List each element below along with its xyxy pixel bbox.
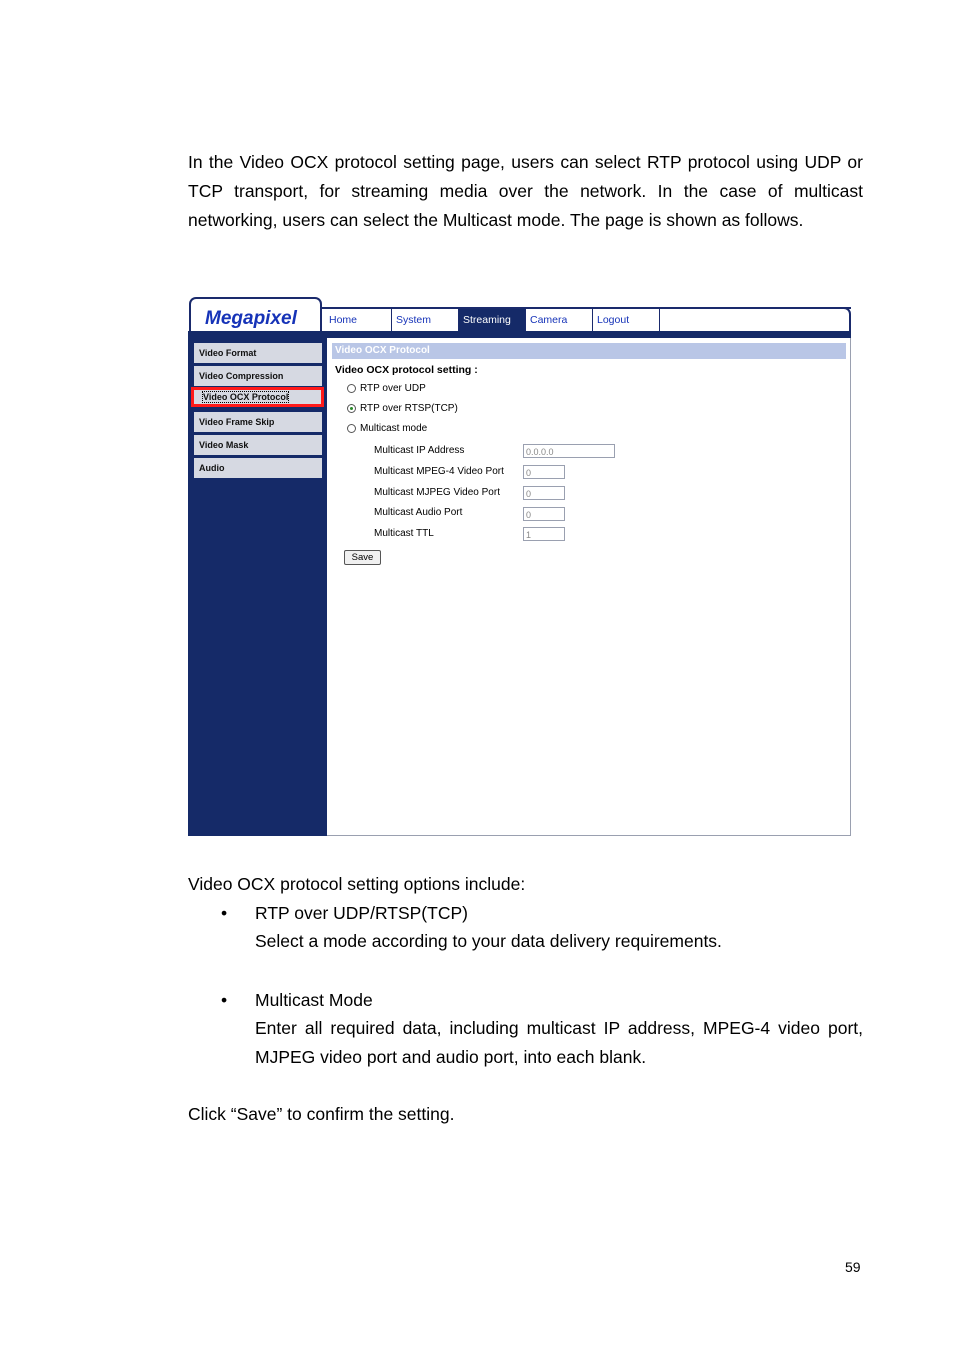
multicast-ip-label: Multicast IP Address <box>374 445 465 456</box>
multicast-audio-label: Multicast Audio Port <box>374 507 463 518</box>
sidebar-item-audio[interactable]: Audio <box>194 458 322 478</box>
sidebar-item-video-compression[interactable]: Video Compression <box>194 366 322 386</box>
item-desc-rtp: Select a mode according to your data delivery requirements. <box>255 931 722 951</box>
nav-streaming[interactable]: Streaming <box>459 309 526 331</box>
item-title-multicast: Multicast Mode <box>255 990 373 1010</box>
setting-heading: Video OCX protocol setting : <box>335 364 478 376</box>
bullet-marker: • <box>221 990 228 1010</box>
closing-text: Click “Save” to confirm the setting. <box>188 1104 455 1124</box>
sidebar-item-video-format[interactable]: Video Format <box>194 343 322 363</box>
option-rtp-rtsp[interactable] <box>347 403 458 414</box>
option-multicast[interactable] <box>347 423 427 434</box>
multicast-audio-input[interactable]: 0 <box>523 507 565 521</box>
multicast-mpeg4-label: Multicast MPEG-4 Video Port <box>374 466 504 477</box>
option-label: RTP over RTSP(TCP) <box>360 403 458 414</box>
option-rtp-udp[interactable] <box>347 383 426 394</box>
multicast-ttl-input[interactable]: 1 <box>523 527 565 541</box>
nav-logout[interactable]: Logout <box>593 309 660 331</box>
radio-button[interactable] <box>347 424 356 433</box>
page-number: 59 <box>845 1259 861 1275</box>
multicast-mjpeg-input[interactable]: 0 <box>523 486 565 500</box>
nav-camera[interactable]: Camera <box>526 309 593 331</box>
save-button[interactable]: Save <box>344 550 381 565</box>
option-label: RTP over UDP <box>360 383 426 394</box>
nav-end-corner <box>837 307 851 331</box>
item-desc-multicast: Enter all required data, including multicast IP address, MPEG-4 video port, MJPEG video port and audio port, into each blank. <box>255 1018 863 1067</box>
sidebar-item-label: Video OCX Protocol <box>203 392 289 402</box>
radio-button-checked[interactable] <box>347 404 356 413</box>
option-label: Multicast mode <box>360 423 428 434</box>
radio-button[interactable] <box>347 384 356 393</box>
top-nav <box>325 309 660 331</box>
sidebar-item-video-ocx-protocol[interactable] <box>191 387 324 407</box>
multicast-mpeg4-input[interactable]: 0 <box>523 465 565 479</box>
page-title: Video OCX Protocol <box>332 343 846 359</box>
logo: Megapixel <box>205 308 297 329</box>
sidebar <box>188 334 327 836</box>
nav-system[interactable]: System <box>392 309 459 331</box>
main-panel <box>327 338 851 836</box>
options-intro: Video OCX protocol setting options include: <box>188 874 526 894</box>
multicast-ip-input[interactable]: 0.0.0.0 <box>523 444 615 458</box>
multicast-mjpeg-label: Multicast MJPEG Video Port <box>374 487 500 498</box>
nav-home[interactable]: Home <box>325 309 392 331</box>
multicast-ttl-label: Multicast TTL <box>374 528 434 539</box>
bullet-marker: • <box>221 903 228 923</box>
sidebar-item-video-mask[interactable]: Video Mask <box>194 435 322 455</box>
sidebar-item-video-frame-skip[interactable]: Video Frame Skip <box>194 412 322 432</box>
item-title-rtp: RTP over UDP/RTSP(TCP) <box>255 903 468 923</box>
logo-tab <box>189 297 322 334</box>
web-ui-screenshot <box>188 296 851 836</box>
intro-paragraph: In the Video OCX protocol setting page, users can select RTP protocol using UDP or TCP transport, for streaming media over the network. In the case of multicast networking, users can select the Multicast mode. The page is shown as follows. <box>188 152 863 230</box>
